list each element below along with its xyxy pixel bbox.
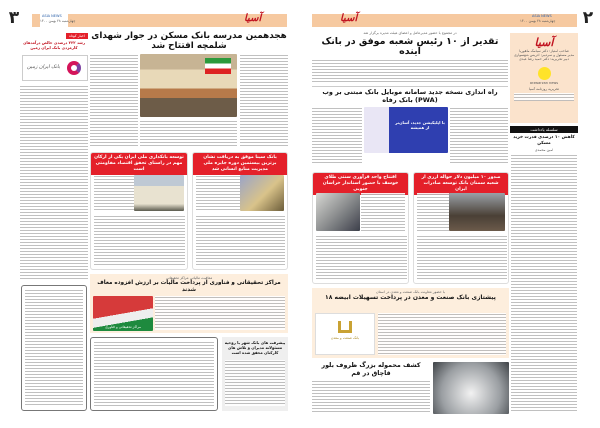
feature-box: [312, 288, 509, 358]
partner-name: arzwarzan news: [529, 81, 559, 85]
column-title: کاهش ۱۰ درصدی قدرت خرید مسکن: [513, 135, 575, 146]
gray-box: [222, 337, 288, 411]
ad-text: با اپلیکیشن جدید، آسان‌تر از همیشه: [395, 120, 445, 130]
column-author: امین محمدی: [534, 148, 554, 152]
headline: مراکز تحقیقاتی و فناوری از پرداخت مالیات بر ارزش افزوده معاف شدند: [97, 280, 281, 293]
feature-box: [90, 274, 288, 333]
headline: هجدهمین مدرسه بانک مسکن در جوار شهدای شلمچه افتتاح شد: [91, 31, 287, 51]
partner-logo-icon: [538, 67, 551, 80]
header-date: چهارشنبه ۲۸ بهمن ۱۴۰۰: [520, 19, 556, 23]
page-number: ۳: [8, 8, 20, 28]
brand-logo: آسیا: [340, 13, 358, 24]
kicker: معافیت مالیاتی مراکز تحقیقاتی: [165, 276, 213, 280]
school-opening-photo: [140, 54, 237, 117]
header-date: چهارشنبه ۲۸ بهمن ۱۴۰۰: [40, 19, 76, 23]
headline: راه اندازی نسخه جدید سامانه موبایل بانک مبتنی بر وب (PWA) بانک رفاه: [322, 88, 498, 104]
side-label: اخبار کوتاه: [66, 33, 88, 39]
card-title: صدور ۱۰ میلیون دلار حواله ارزی از شعبه سمنان بانک توسعه صادرات ایران: [414, 173, 508, 195]
kicker: در مجموع با حضور مدیرعامل و اعضای هیئت مدیره برگزار شد: [363, 31, 457, 35]
news-card: [192, 152, 288, 270]
ad-brand: بانک ایران زمین: [27, 64, 60, 70]
bank-logo-icon: [338, 321, 352, 333]
masthead-box: [510, 33, 578, 123]
notice-box: [21, 285, 87, 411]
logo-caption: بانک صنعت و معدن: [330, 336, 360, 340]
headline: پیشتازی بانک صنعت و معدن در پرداخت تسهیلات ابیضه ۱۸: [325, 294, 496, 301]
news-card: [312, 172, 409, 284]
headline: تقدیر از ۱۰ رئیس شعبه موفق در بانک آینده: [321, 36, 499, 57]
card-title: توسعه بانکداری ملی ایران یکی از ارکان مهم در راستای تحقق اقتصاد مقاومتی است: [91, 153, 187, 175]
section-label: تحریریه روزنامه آسیا: [528, 87, 560, 91]
card-title: بانک سینا موفق به دریافت نشان برترین بیستمین دوره جایزه ملی مدیریت منابع انسانی شد: [193, 153, 287, 175]
masthead-line: دبیر تحریریه: دکتر حمید رضا عبدی: [519, 57, 569, 61]
card-title: افتتاح واحد فرآوری سنتی طلای خوسف با حضور استاندار خراسان جنوبی: [313, 173, 408, 195]
side-title: رشد ۲۳۲ درصدی خالص درآمدهای کارمزدی بانک ایران زمین: [22, 40, 86, 50]
masthead-line: مدیر مسئول و سردبیر: ادریس شهسواری: [513, 53, 575, 57]
header-tag: ASIA NEWS: [532, 14, 552, 18]
column-bar: سلسله یادداشت: [510, 126, 578, 133]
page-2: [300, 0, 600, 428]
masthead-line: صاحب امتیاز: دکتر سیامک ماهوریا: [519, 49, 569, 53]
notice-box: [90, 337, 218, 411]
masthead-logo: آسیا: [534, 36, 554, 49]
kicker: با حضور معاونت بانک صنعت و معدن در استان: [376, 290, 445, 294]
ad-box: [22, 55, 88, 81]
news-card: [413, 172, 509, 284]
tax-image: [93, 296, 153, 331]
page-number: ۲: [582, 8, 594, 28]
gray-box-title: پیشرفت های بانک شهر با روحیه مسئولانه مدیران و تلاش های کارکنان محقق شده است: [224, 340, 286, 355]
image-caption: مراکز تحقیقاتی و فناوری: [104, 325, 142, 329]
ad-image: [364, 107, 448, 153]
brand-logo: آسیا: [244, 13, 262, 24]
glassware-photo: [433, 362, 509, 414]
news-card: [90, 152, 188, 270]
header-tag: ASIA NEWS: [42, 14, 62, 18]
bank-logo-icon: [67, 61, 81, 75]
headline: کشف محموله بزرگ ظروف بلور قاچاق در قم: [321, 362, 421, 377]
